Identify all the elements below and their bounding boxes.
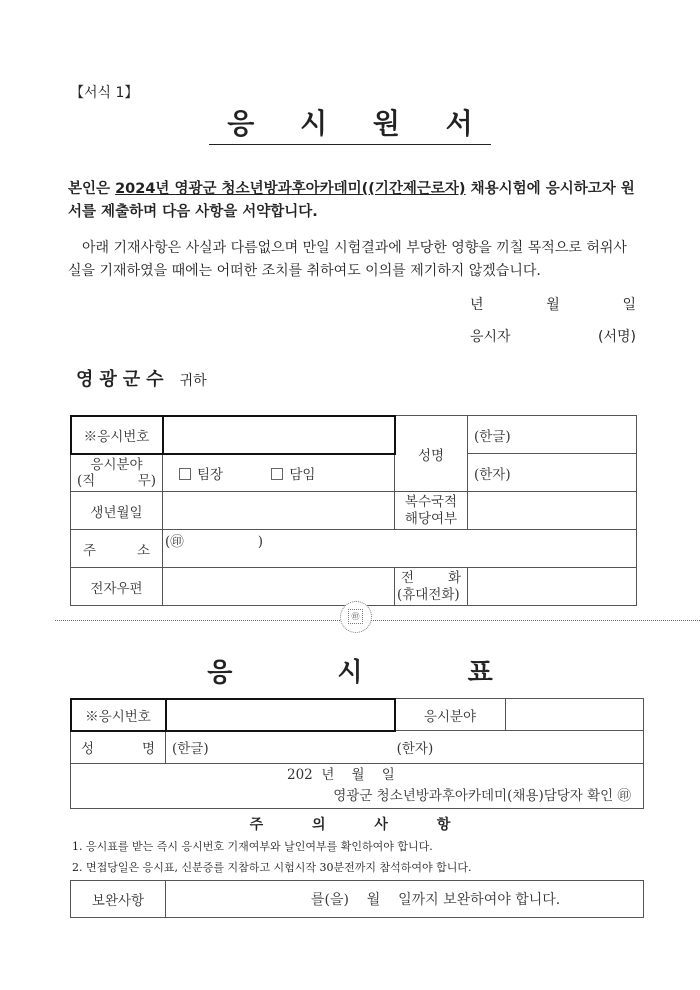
ticket-name-label: 성 명 xyxy=(71,731,166,764)
recruitment-name: 2024년 영광군 청소년방과후아카데미((기간제근로자) xyxy=(115,181,466,197)
phone-label: 전 화 (휴대전화) xyxy=(395,568,468,606)
form-number: 【서식 1】 xyxy=(70,85,139,101)
field-options xyxy=(163,454,395,492)
page-title: 응 시 원 서 xyxy=(0,106,700,145)
date-line: 년 월 일 xyxy=(470,297,636,313)
ticket-confirm-text: 영광군 청소년방과후아카데미(채용)담당자 확인 ㊞ xyxy=(333,788,631,804)
notice-item: 1. 응시표를 받는 즉시 응시번호 기재여부와 날인여부를 확인하여야 합니다. xyxy=(72,840,433,853)
ticket-exam-number-field[interactable] xyxy=(166,699,395,731)
name-hanja-field[interactable]: (한자) xyxy=(468,454,637,492)
field-label: 응시분야 (직 무) xyxy=(71,454,163,492)
birth-label: 생년월일 xyxy=(71,492,163,530)
seal-icon: ㊞ xyxy=(348,609,363,624)
ticket-title: 응 시 표 xyxy=(207,658,541,688)
email-label: 전자우편 xyxy=(71,568,163,606)
supplement-label: 보완사항 xyxy=(71,881,166,918)
phone-field[interactable] xyxy=(468,568,637,606)
notice-item: 2. 면접당일은 응시표, 신분증를 지참하고 시험시작 30분전까지 참석하여야 합니다. xyxy=(72,861,472,874)
checkbox-icon[interactable] xyxy=(179,468,191,480)
ticket-date: 202 년 월 일 xyxy=(287,767,395,783)
exam-number-label: ※응시번호 xyxy=(71,416,163,454)
ticket-exam-number-label: ※응시번호 xyxy=(71,699,166,731)
ticket-confirmation xyxy=(71,764,644,809)
exam-ticket-table xyxy=(70,698,644,809)
supplement-field[interactable]: 를(을) 월 일까지 보완하여야 합니다. xyxy=(166,881,644,918)
recipient: 영광군수 귀하 xyxy=(76,369,207,390)
name-hangul-field[interactable]: (한글) xyxy=(468,416,637,454)
statement-text: 아래 기재사항은 사실과 다름없으며 만일 시험결과에 부당한 영향을 끼칠 목적으로 허위사실을 기재하였을 때에는 어떠한 조치를 취하여도 이의를 제기하지 않겠습니다. xyxy=(68,240,627,279)
ticket-field-label: 응시분야 xyxy=(395,699,506,731)
checkbox-icon[interactable] xyxy=(271,468,283,480)
ticket-name-field[interactable]: (한글) (한자) xyxy=(166,731,644,764)
birth-field[interactable] xyxy=(163,492,395,530)
applicant-signature[interactable]: 응시자 (서명) xyxy=(470,329,636,345)
name-label: 성명 xyxy=(395,416,468,492)
exam-number-field[interactable] xyxy=(163,416,395,454)
pledge-text: 본인은 2024년 영광군 청소년방과후아카데미((기간제근로자) 채용시험에 응시하고자 원서를 제출하며 다음 사항을 서약합니다. xyxy=(68,181,635,220)
notice-list xyxy=(72,836,472,878)
supplement-table xyxy=(70,880,644,918)
cut-line xyxy=(55,620,700,621)
address-field[interactable]: (㊞ ) xyxy=(163,530,637,568)
address-label: 주 소 xyxy=(71,530,163,568)
dual-nationality-label: 복수국적 해당여부 xyxy=(395,492,468,530)
notice-title: 주 의 사 항 xyxy=(249,817,473,833)
application-table xyxy=(70,415,637,606)
option-homeroom[interactable]: 담임 xyxy=(271,467,315,483)
email-field[interactable] xyxy=(163,568,395,606)
ticket-field-value[interactable] xyxy=(506,699,644,731)
option-team-leader[interactable]: 팀장 xyxy=(179,467,223,483)
dual-nationality-field[interactable] xyxy=(468,492,637,530)
